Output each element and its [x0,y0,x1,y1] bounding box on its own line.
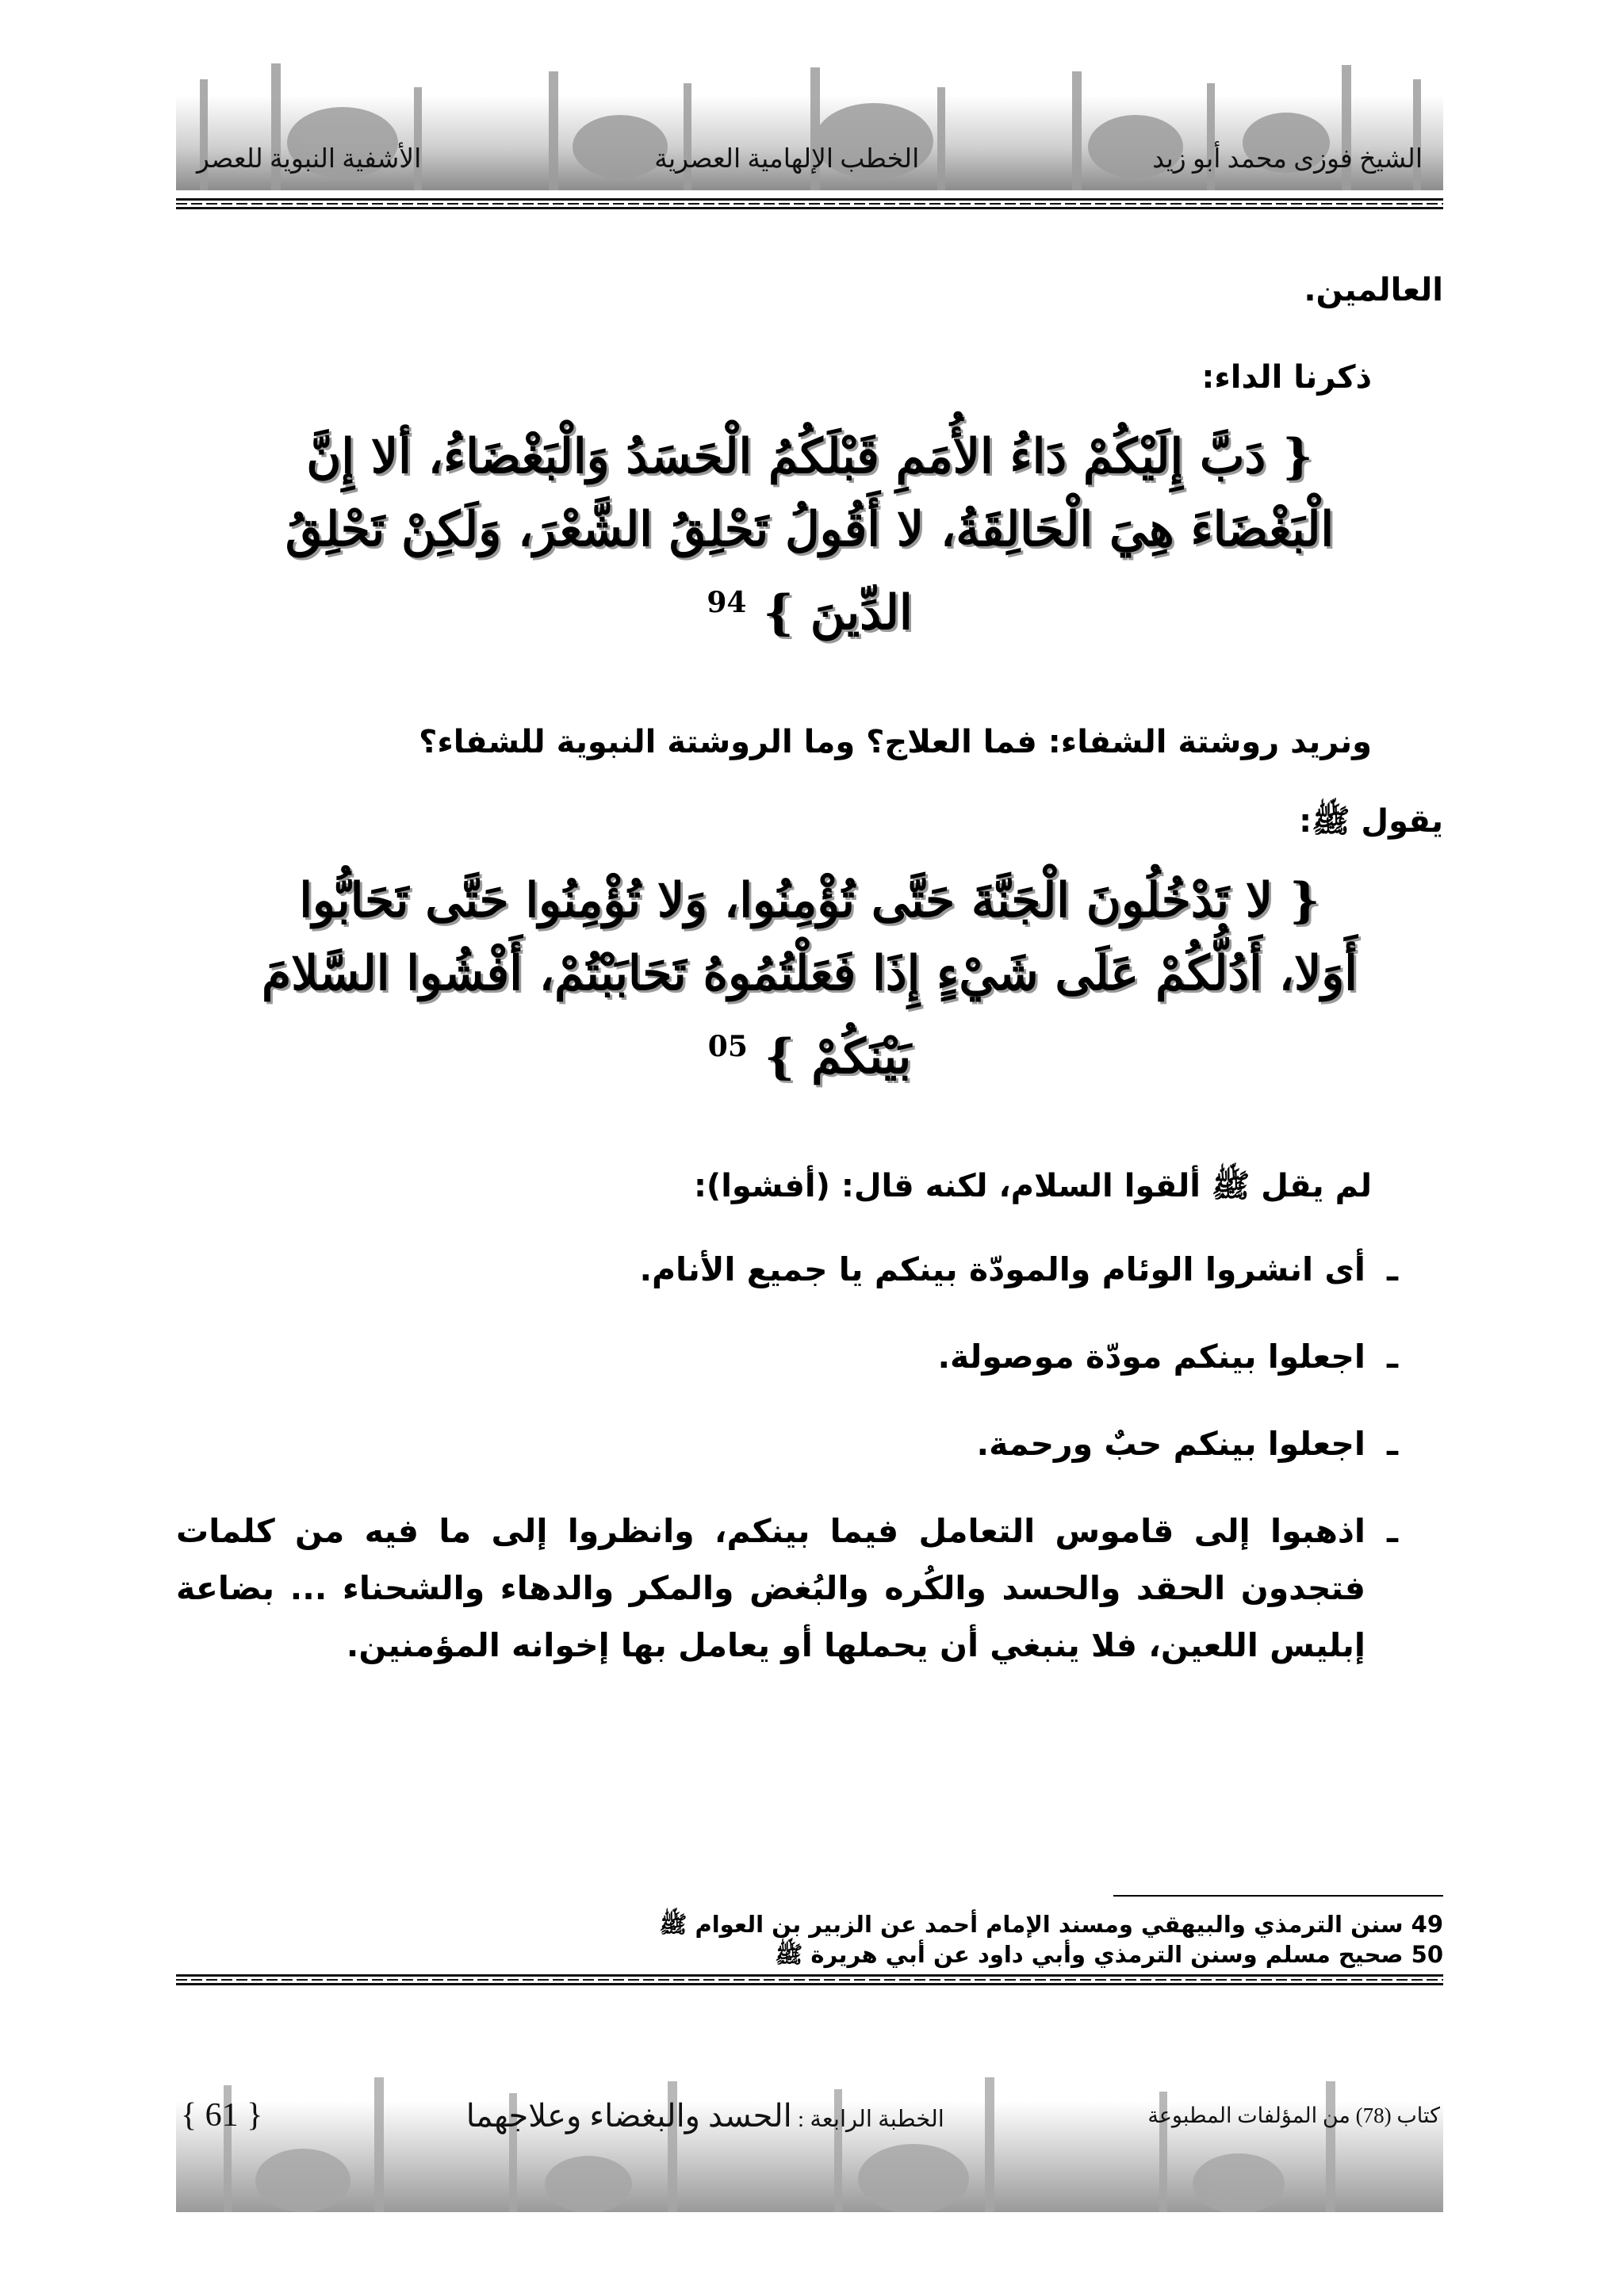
bullet-text: اذهبوا إلى قاموس التعامل فيما بينكم، وانظروا إلى ما فيه من كلمات فتجدون الحقد والحسد والكُره والبُغض والمكر والدهاء والشحناء ... بضاعة إبليس اللعين، فلا ينبغي أن يحملها أو يعامل بها إخوانه المؤمنين. [176,1512,1365,1664]
bullets [176,1241,1411,1674]
footnote-ref-50[interactable]: 05 [707,1030,748,1063]
bullet-text: اجعلوا بينكم حبٌ ورحمة. [976,1425,1365,1463]
bullet-item [176,1415,1411,1472]
footer-book-count: كتاب (78) من المؤلفات المطبوعة [1147,2103,1440,2127]
bullet-marker: ـ [1386,1425,1398,1463]
prophet-says: يقول ﷺ: [1299,803,1443,840]
hadith-quote-1 [176,420,1443,649]
hadith-1-line-3-wrap [176,566,1443,649]
footer-rule [176,1974,1443,1985]
hadith-2-line-1: { لا تَدْخُلُونَ الْجَنَّةَ حَتَّى تُؤْمِنُوا، وَلا تُؤْمِنُوا حَتَّى تَحَابُّوا [299,873,1320,928]
hadith-2-line-3-wrap [176,1010,1443,1093]
heading-disease: ذكرنا الداء: [1201,359,1372,396]
footnote-49: 49 سنن الترمذي والبيهقي ومسند الإمام أحمد عن الزبير بن العوام ﷺ [659,1911,1443,1938]
bullet-text: اجعلوا بينكم مودّة موصولة. [937,1338,1365,1376]
hadith-2-line-2: أَوَلا، أَدُلُّكُمْ عَلَى شَيْءٍ إِذَا فَعَلْتُمُوهُ تَحَابَبْتُمْ، أَفْشُوا السَّلامَ [262,946,1358,1001]
header-book: الأشفية النبوية للعصر [197,145,422,174]
continuation-line: العالمين. [1304,272,1443,308]
page-number: { 61 } [181,2097,263,2134]
question-line: ونريد روشتة الشفاء: فما العلاج؟ وما الروشتة النبوية للشفاء؟ [419,724,1372,760]
hadith-quote-2 [176,864,1443,1093]
bullet-item [176,1328,1411,1385]
footer-khutba-title: الحسد والبغضاء وعلاجهما [465,2097,792,2134]
bullet-marker: ـ [1386,1250,1398,1288]
bullet-item [176,1241,1411,1298]
hadith-1-line-3: الدِّينَ } [763,585,913,641]
bullet-text: أى انشروا الوئام والمودّة بينكم يا جميع الأنام. [639,1250,1365,1288]
bullet-list [176,1241,1443,1704]
hadith-1-line-2: الْبَغْضَاءَ هِيَ الْحَالِقَةُ، لا أَقُولُ تَحْلِقُ الشَّعْرَ، وَلَكِنْ تَحْلِقُ [285,502,1335,557]
bullet-marker: ـ [1386,1512,1398,1550]
header-series: الخطب الإلهامية العصرية [654,145,920,174]
footer-khutba [466,2097,944,2134]
footnote-ref-49[interactable]: 94 [707,586,747,619]
commentary-line: لم يقل ﷺ ألقوا السلام، لكنه قال: (أفشوا): [693,1168,1372,1204]
footnote-50: 50 صحيح مسلم وسنن الترمذي وأبي داود عن أبي هريرة ﷺ [775,1941,1443,1968]
footnote-separator [1113,1895,1443,1897]
running-footer [176,2092,1443,2139]
header-rule [176,198,1443,209]
header-author: الشيخ فوزى محمد أبو زيد [1152,145,1423,174]
running-header [176,143,1443,182]
footer-khutba-label: الخطبة الرابعة : [798,2106,944,2132]
bullet-marker: ـ [1386,1338,1398,1376]
hadith-1-line-1: { دَبَّ إِلَيْكُمْ دَاءُ الأُمَمِ قَبْلَكُمُ الْحَسَدُ وَالْبَغْضَاءُ، ألا إِنَّ [306,429,1313,484]
hadith-2-line-3: بَيْنَكُمْ } [764,1029,912,1085]
bullet-item [176,1503,1411,1674]
